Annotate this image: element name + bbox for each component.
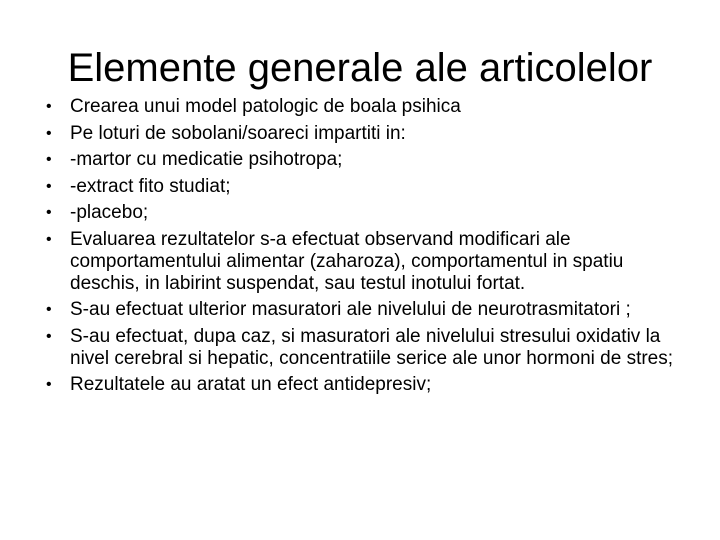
bullet-icon: • bbox=[46, 301, 52, 318]
bullet-icon: • bbox=[46, 177, 52, 195]
list-item bbox=[46, 326, 696, 370]
list-item-text: Pe loturi de sobolani/soareci impartiti in: bbox=[70, 122, 406, 144]
list-item-text: -extract fito studiat; bbox=[70, 175, 231, 197]
list-item-text: S-au efectuat, dupa caz, si masuratori ale nivelului stresului oxidativ la nivel cerebral si hepatic, concentratiile serice ale unor hormoni de stres; bbox=[70, 325, 674, 369]
bullet-icon: • bbox=[46, 376, 52, 393]
list-item bbox=[46, 299, 696, 321]
list-item-text: -martor cu medicatie psihotropa; bbox=[70, 149, 343, 170]
list-item-text: Evaluarea rezultatelor s-a efectuat observand modificari ale comportamentului alimentar (zaharoza), comportamentul in spatiu deschis, in labirint suspendat, sau testul inotului fortat. bbox=[70, 228, 624, 294]
list-item-text: -placebo; bbox=[70, 202, 149, 223]
list-item bbox=[46, 96, 696, 118]
list-item-text: Crearea unui model patologic de boala psihica bbox=[70, 96, 461, 117]
list-item bbox=[46, 149, 696, 171]
bullet-list bbox=[46, 96, 696, 401]
list-item bbox=[46, 123, 696, 145]
list-item bbox=[46, 202, 696, 224]
bullet-icon: • bbox=[46, 327, 52, 345]
slide-title: Elemente generale ale articolelor bbox=[67, 46, 653, 90]
list-item bbox=[46, 374, 696, 396]
bullet-icon: • bbox=[46, 204, 52, 221]
list-item bbox=[46, 229, 696, 295]
bullet-icon: • bbox=[46, 230, 52, 248]
bullet-icon: • bbox=[46, 124, 52, 142]
bullet-icon: • bbox=[46, 98, 52, 115]
bullet-icon: • bbox=[46, 151, 52, 168]
list-item-text: Rezultatele au aratat un efect antidepresiv; bbox=[70, 374, 432, 395]
list-item bbox=[46, 176, 696, 198]
list-item-text: S-au efectuat ulterior masuratori ale nivelului de neurotrasmitatori ; bbox=[70, 299, 631, 320]
